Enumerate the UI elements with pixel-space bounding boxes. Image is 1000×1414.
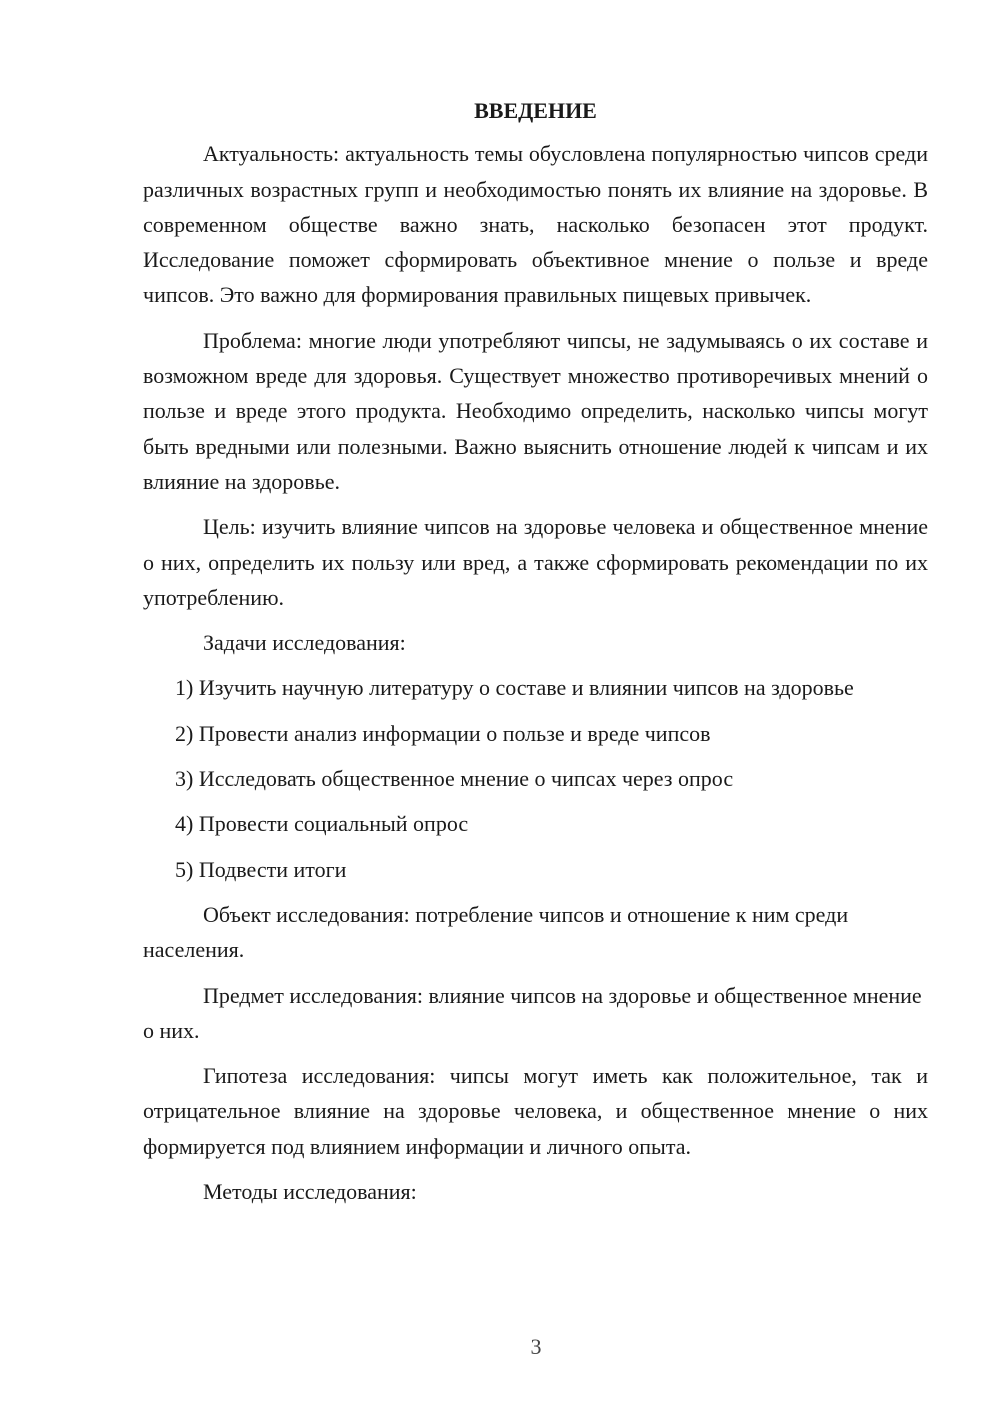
page-number: 3 <box>530 1334 542 1359</box>
relevance-paragraph: Актуальность: актуальность темы обусловлена популярностью чипсов среди различных возрастных групп и необходимостью понять их влияние на здоровье. В современном обществе важно знать, насколько безопасен этот продукт. Исследование поможет сформировать объективное мнение о пользе и вреде чипсов. Это важно для формирования правильных пищевых привычек. <box>143 141 928 308</box>
section-title: ВВЕДЕНИЕ <box>474 98 597 123</box>
task-item-1: 1) Изучить научную литературу о составе и влиянии чипсов на здоровье <box>175 675 854 701</box>
methods-heading: Методы исследования: <box>203 1179 417 1205</box>
object-paragraph: Объект исследования: потребление чипсов и отношение к ним среди населения. <box>143 901 849 963</box>
tasks-heading: Задачи исследования: <box>203 630 406 656</box>
hypothesis-paragraph: Гипотеза исследования: чипсы могут иметь как положительное, так и отрицательное влияние на здоровье человека, и общественное мнение о них формируется под влиянием информации и личного опыта. <box>143 1063 928 1159</box>
goal-paragraph: Цель: изучить влияние чипсов на здоровье человека и общественное мнение о них, определить их пользу или вред, а также сформировать рекомендации по их употреблению. <box>143 514 928 610</box>
task-item-5: 5) Подвести итоги <box>175 856 347 882</box>
subject-paragraph: Предмет исследования: влияние чипсов на здоровье и общественное мнение о них. <box>143 982 922 1043</box>
task-item-4: 4) Провести социальный опрос <box>175 811 469 837</box>
task-item-3: 3) Исследовать общественное мнение о чипсах через опрос <box>175 766 734 792</box>
document-body <box>143 93 928 1219</box>
task-item-2: 2) Провести анализ информации о пользе и вреде чипсов <box>175 720 711 746</box>
problem-paragraph: Проблема: многие люди употребляют чипсы, не задумываясь о их составе и возможном вреде для здоровья. Существует множество противоречивых мнений о пользе и вреде этого продукта. Необходимо определить, насколько чипсы могут быть вредными или полезными. Важно выяснить отношение людей к чипсам и их влияние на здоровье. <box>143 327 928 494</box>
